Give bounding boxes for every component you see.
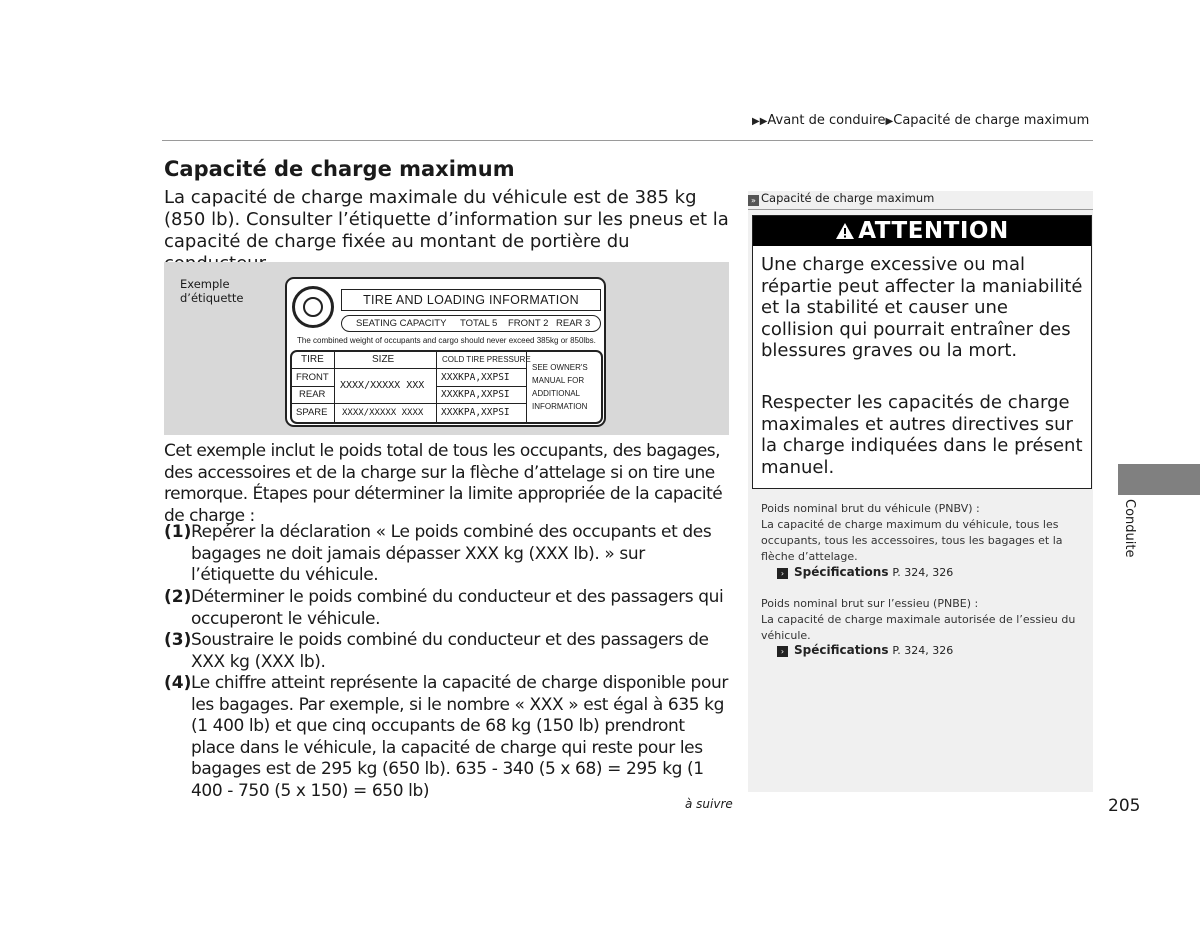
seating-capacity-row <box>341 315 601 332</box>
pnbv-note <box>761 501 1086 565</box>
step-number: (3) <box>164 630 192 650</box>
note-icon: » <box>748 195 759 206</box>
continued-note: à suivre <box>685 797 733 811</box>
attention-header <box>753 216 1091 246</box>
pressure-front: XXXKPA,XXPSI <box>441 372 510 383</box>
intro-paragraph: La capacité de charge maximale du véhicule est de 385 kg (850 lb). Consulter l’étiquette d’information sur les pneus et la capacité de charge fixée au montant de portière du <box>164 187 729 252</box>
pnbe-text: La capacité de charge maximale autorisée de l’essieu du véhicule. <box>761 613 1076 642</box>
pressure-spare: XXXKPA,XXPSI <box>441 407 510 418</box>
breadcrumb-item-1[interactable]: Avant de conduire <box>767 113 886 128</box>
step-text: Déterminer le poids combiné du conducteur et des passagers qui occuperont le véhicule. <box>191 587 724 629</box>
example-caption-line-2: d’étiquette <box>180 291 244 305</box>
pnbv-title: Poids nominal brut du véhicule (PNBV) : <box>761 502 980 515</box>
tire-icon <box>292 286 334 328</box>
section-label: Conduite <box>1122 499 1137 558</box>
pnbe-title: Poids nominal brut sur l’essieu (PNBE) : <box>761 597 979 610</box>
specifications-link[interactable]: › Spécifications P. 324, 326 <box>777 643 953 657</box>
front-seats: FRONT 2 <box>508 318 549 329</box>
sidebar-heading: » Capacité de charge maximum <box>748 191 1093 210</box>
combined-weight-note: The combined weight of occupants and cargo should never exceed 385kg or 850lbs. <box>297 336 596 345</box>
page-title: Capacité de charge maximum <box>164 157 515 181</box>
step-text: Le chiffre atteint représente la capacité de charge disponible pour les bagages. Par exemple, si le nombre « XXX » est égal à 635 kg (1 400 lb) et que cinq occupants de 68 kg (150 lb) prendront place dans le véhicule, la capacité de charge qui reste pour les bagages est de 295 kg (650 lb). 635 - 340 (5 x 68) = 295 kg (1 400 - 750 (5 x 150) = 650 lb) <box>191 673 728 801</box>
step-text: Soustraire le poids combiné du conducteur et des passagers de XXX kg (XXX lb). <box>191 630 709 672</box>
col-header-tire: TIRE <box>301 354 324 365</box>
step-number: (4) <box>164 673 192 693</box>
arrow-icon: ▶ <box>885 116 894 127</box>
header-divider <box>162 140 1093 141</box>
tire-pressure-table <box>290 350 603 424</box>
row-rear: REAR <box>299 389 326 400</box>
pnbv-text: La capacité de charge maximum du véhicule, tous les occupants, tous les accessoires, tous les bagages et la flèche d’attelage. <box>761 518 1063 563</box>
total-seats: TOTAL 5 <box>460 318 498 329</box>
example-caption-line-1: Exemple <box>180 277 230 291</box>
reference-arrow-icon: › <box>777 646 788 657</box>
breadcrumb <box>752 113 1089 128</box>
seating-capacity-label: SEATING CAPACITY <box>356 318 447 329</box>
pressure-rear: XXXKPA,XXPSI <box>441 389 510 400</box>
col-header-pressure: COLD TIRE PRESSURE <box>442 355 531 364</box>
breadcrumb-item-2[interactable]: Capacité de charge maximum <box>893 113 1090 128</box>
col-header-size: SIZE <box>372 354 395 365</box>
rear-seats: REAR 3 <box>556 318 591 329</box>
attention-box <box>752 215 1092 489</box>
attention-text-2: Respecter les capacités de charge maximales et autres directives sur la charge indiquées dans le présent manuel. <box>761 392 1083 478</box>
example-paragraph: Cet exemple inclut le poids total de tous les occupants, des bagages, des accessoires et de la charge sur la flèche d’attelage si on tire une remorque. Étapes pour déterminer la limite appropriée de la capacité de charge : <box>164 441 723 526</box>
tire-information-label <box>285 277 606 427</box>
section-tab[interactable] <box>1118 464 1200 495</box>
pnbe-note <box>761 596 1086 644</box>
step-number: (1) <box>164 522 192 542</box>
see-manual-note: SEE OWNER'S MANUAL FOR ADDITIONAL INFORMATION <box>532 363 588 411</box>
page-number: 205 <box>1108 796 1141 816</box>
warning-icon <box>835 222 855 240</box>
step-number: (2) <box>164 587 192 607</box>
size-front-rear: XXXX/XXXXX XXX <box>340 380 425 391</box>
row-spare: SPARE <box>296 407 328 418</box>
example-caption <box>180 277 244 305</box>
specifications-link[interactable]: › Spécifications P. 324, 326 <box>777 565 953 579</box>
arrow-icon: ▶▶ <box>752 116 768 127</box>
row-front: FRONT <box>296 372 329 383</box>
attention-title: ATTENTION <box>858 218 1009 244</box>
tire-label-title: TIRE AND LOADING INFORMATION <box>341 289 601 311</box>
step-text: Repérer la déclaration « Le poids combiné des occupants et des bagages ne doit jamais dépasser XXX kg (XXX lb). » sur l’étiquette du véhicule. <box>191 522 712 585</box>
size-spare: XXXX/XXXXX XXXX <box>342 408 424 418</box>
attention-text-1: Une charge excessive ou mal répartie peut affecter la maniabilité et la stabilité et causer une collision qui pourrait entraîner des blessures graves ou la mort. <box>761 254 1083 361</box>
reference-arrow-icon: › <box>777 568 788 579</box>
